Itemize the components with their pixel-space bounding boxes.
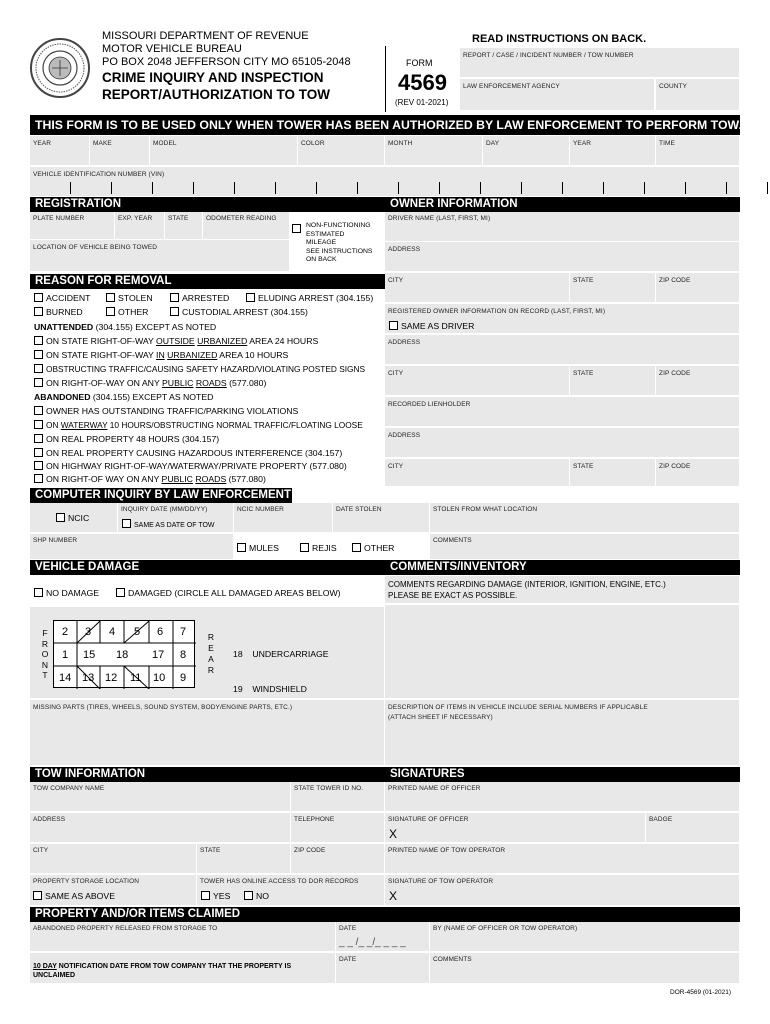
online-access-no-label: NO (256, 891, 270, 901)
tow-state-field[interactable] (197, 844, 291, 874)
damaged-label: DAMAGED (CIRCLE ALL DAMAGED AREAS BELOW) (128, 588, 341, 598)
same-as-driver-checkbox[interactable] (389, 321, 398, 330)
burned-checkbox[interactable] (34, 307, 43, 316)
vin-divider (234, 182, 235, 194)
owner-info-header: OWNER INFORMATION (385, 197, 740, 212)
online-access-label: TOWER HAS ONLINE ACCESS TO DOR RECORDS (200, 878, 359, 885)
same-as-above-label: SAME AS ABOVE (45, 891, 116, 901)
damage-area-3[interactable]: 3 (85, 626, 92, 638)
comments-inventory-header: COMMENTS/INVENTORY (385, 560, 740, 575)
operator-signature-label: SIGNATURE OF TOW OPERATOR (388, 878, 494, 885)
hazardous-interference-label: ON REAL PROPERTY CAUSING HAZARDOUS INTERFERENCE (304.157) (46, 448, 343, 458)
owner-state-label: STATE (573, 370, 594, 377)
odometer-label: ODOMETER READING (206, 215, 277, 222)
storage-location-label: PROPERTY STORAGE LOCATION (33, 878, 140, 885)
damage-area-17[interactable]: 17 (152, 649, 165, 661)
county-field[interactable] (656, 79, 740, 111)
unattended-outside-label: ON STATE RIGHT-OF-WAY OUTSIDE URBANIZED AREA 24 HOURS (46, 336, 319, 346)
color-label: COLOR (301, 140, 325, 147)
non-functioning-checkbox[interactable] (292, 224, 301, 233)
rear-letter: E (208, 643, 214, 653)
operator-signature-field[interactable] (385, 875, 740, 906)
owner-city-field[interactable] (385, 366, 570, 396)
legend-undercarriage[interactable]: 18 UNDERCARRIAGE (233, 649, 329, 660)
vin-divider (398, 182, 399, 194)
form-label: FORM (406, 58, 433, 68)
vin-divider (562, 182, 563, 194)
damage-area-1[interactable]: 1 (62, 649, 69, 661)
damaged-checkbox[interactable] (116, 588, 125, 597)
see-instructions-label: SEE INSTRUCTIONS ON BACK (306, 247, 373, 264)
damage-comments-line2: PLEASE BE EXACT AS POSSIBLE. (388, 591, 518, 600)
registered-owner-field[interactable] (385, 304, 740, 334)
time-label: TIME (659, 140, 675, 147)
lienholder-city-field[interactable] (385, 459, 570, 487)
seal-icon (32, 40, 88, 96)
lienholder-address-field[interactable] (385, 428, 740, 458)
registered-owner-label: REGISTERED OWNER INFORMATION ON RECORD (LAST, FIRST, MI) (388, 308, 606, 315)
front-letter: O (41, 649, 49, 659)
unattended-in-label: ON STATE RIGHT-OF-WAY IN URBANIZED AREA 10 HOURS (46, 350, 289, 360)
vehicle-damage-header: VEHICLE DAMAGE (30, 560, 385, 575)
vin-divider (193, 182, 194, 194)
plate-label: PLATE NUMBER (33, 215, 85, 222)
property-comments-field[interactable] (430, 953, 740, 984)
driver-zip-field[interactable] (656, 273, 740, 303)
report-number-field[interactable] (460, 48, 740, 78)
stolen-location-label: STOLEN FROM WHAT LOCATION (433, 506, 538, 513)
estimated-label: ESTIMATED MILEAGE (306, 230, 345, 247)
agency-label: LAW ENFORCEMENT AGENCY (463, 83, 560, 90)
damage-comments-line1: COMMENTS REGARDING DAMAGE (INTERIOR, IGNITION, ENGINE, ETC.) (388, 580, 666, 589)
abandoned-heading: ABANDONED (304.155) EXCEPT AS NOTED (34, 392, 214, 402)
driver-name-label: DRIVER NAME (LAST, FIRST, MI) (388, 215, 491, 222)
odometer-options (292, 219, 384, 264)
shp-number-label: SHP NUMBER (33, 537, 78, 544)
eluding-arrest-checkbox[interactable] (246, 293, 255, 302)
damage-area-6[interactable]: 6 (157, 626, 164, 638)
damage-area-5[interactable]: 5 (134, 626, 141, 638)
badge-label: BADGE (649, 816, 673, 823)
stolen-checkbox[interactable] (106, 293, 115, 302)
lienholder-zip-field[interactable] (656, 459, 740, 487)
make-label: MAKE (93, 140, 112, 147)
released-to-label: ABANDONED PROPERTY RELEASED FROM STORAGE TO (33, 925, 218, 932)
officer-signature-label: SIGNATURE OF OFFICER (388, 816, 469, 823)
agency-field[interactable] (460, 79, 655, 111)
inquiry-comments-field[interactable] (430, 534, 740, 560)
lienholder-label: RECORDED LIENHOLDER (388, 401, 471, 408)
computer-inquiry-header: COMPUTER INQUIRY BY LAW ENFORCEMENT (30, 488, 292, 503)
operator-signature-x: X (389, 889, 398, 903)
agency-line3: PO BOX 2048 JEFFERSON CITY MO 65105-2048 (102, 56, 351, 68)
release-date-field[interactable] (336, 922, 430, 952)
shp-number-field[interactable] (30, 534, 234, 560)
vin-divider (70, 182, 71, 194)
other-reason-checkbox[interactable] (106, 307, 115, 316)
reg-state-field[interactable] (165, 212, 203, 240)
arrested-checkbox[interactable] (170, 293, 179, 302)
online-access-yes-checkbox[interactable] (201, 891, 210, 900)
driver-address-label: ADDRESS (388, 246, 421, 253)
waterway-checkbox[interactable] (34, 420, 43, 429)
lienholder-state-field[interactable] (570, 459, 656, 487)
officer-printed-name-label: PRINTED NAME OF OFFICER (388, 785, 481, 792)
month-label: MONTH (388, 140, 413, 147)
missing-parts-label: MISSING PARTS (TIRES, WHEELS, SOUND SYSTEM, BODY/ENGINE PARTS, ETC.) (33, 704, 293, 711)
operator-printed-name-field[interactable] (385, 844, 740, 874)
vin-divider (603, 182, 604, 194)
exp-year-label: EXP. YEAR (118, 215, 153, 222)
tow-year-label: YEAR (573, 140, 592, 147)
released-by-field[interactable] (430, 922, 740, 952)
front-letter: T (42, 670, 48, 680)
owner-zip-field[interactable] (656, 366, 740, 396)
agency-line2: MOTOR VEHICLE BUREAU (102, 43, 242, 55)
rear-letter: R (207, 665, 215, 675)
damage-area-13[interactable]: 13 (82, 672, 95, 684)
tow-address-field[interactable] (30, 813, 291, 843)
vin-divider (275, 182, 276, 194)
vin-divider (521, 182, 522, 194)
year-field[interactable] (30, 136, 90, 166)
tow-zip-field[interactable] (291, 844, 385, 874)
driver-state-label: STATE (573, 277, 594, 284)
hazardous-interference-checkbox[interactable] (34, 448, 43, 457)
owner-city-label: CITY (388, 370, 404, 377)
damage-area-10[interactable]: 10 (153, 672, 166, 684)
registration-header: REGISTRATION (30, 197, 385, 212)
no-damage-label: NO DAMAGE (46, 588, 100, 598)
outstanding-violations-checkbox[interactable] (34, 406, 43, 415)
form-title-line2: REPORT/AUTHORIZATION TO TOW (102, 87, 330, 102)
vin-divider (480, 182, 481, 194)
damage-area-12[interactable]: 12 (105, 672, 118, 684)
lienholder-field[interactable] (385, 397, 740, 427)
rear-letter: A (208, 654, 214, 664)
tow-info-header: TOW INFORMATION (30, 767, 385, 782)
inquiry-date-label: INQUIRY DATE (MM/DD/YY) (121, 506, 208, 513)
any-public-roads-checkbox[interactable] (34, 474, 43, 483)
burned-label: BURNED (46, 307, 83, 317)
damage-comments-area[interactable] (385, 605, 740, 699)
vin-divider (685, 182, 686, 194)
agency-line1: MISSOURI DEPARTMENT OF REVENUE (102, 30, 309, 42)
any-public-roads-label: ON RIGHT-OF WAY ON ANY PUBLIC ROADS (577.080) (46, 474, 266, 484)
no-damage-checkbox[interactable] (34, 588, 43, 597)
tow-city-field[interactable] (30, 844, 197, 874)
tower-id-label: STATE TOWER ID NO. (294, 785, 364, 792)
stolen-location-field[interactable] (430, 503, 740, 533)
inventory-description-line1: DESCRIPTION OF ITEMS IN VEHICLE INCLUDE SERIAL NUMBERS IF APPLICABLE (388, 704, 648, 711)
missing-parts-field[interactable] (30, 700, 385, 766)
rear-label (207, 632, 215, 676)
lienholder-state-label: STATE (573, 463, 594, 470)
tow-telephone-field[interactable] (291, 813, 385, 843)
month-field[interactable] (385, 136, 483, 166)
officer-signature-x: X (389, 827, 398, 841)
same-as-date-checkbox[interactable] (122, 519, 131, 528)
waterway-label: ON WATERWAY 10 HOURS/OBSTRUCTING NORMAL TRAFFIC/FLOATING LOOSE (46, 420, 363, 430)
odometer-field[interactable] (203, 212, 290, 240)
report-number-label: REPORT / CASE / INCIDENT NUMBER / TOW NUMBER (463, 52, 634, 59)
vehicle-damage-grid (53, 620, 195, 688)
driver-zip-label: ZIP CODE (659, 277, 691, 284)
form-number: 4569 (398, 70, 447, 95)
damage-area-11[interactable]: 11 (130, 672, 142, 684)
owner-zip-label: ZIP CODE (659, 370, 691, 377)
officer-signature-field[interactable] (385, 813, 646, 843)
vin-label: VEHICLE IDENTIFICATION NUMBER (VIN) (33, 171, 165, 178)
tow-city-label: CITY (33, 847, 49, 854)
date-stolen-field[interactable] (333, 503, 430, 533)
custodial-arrest-label: CUSTODIAL ARREST (304.155) (182, 307, 308, 317)
ncic-number-field[interactable] (234, 503, 333, 533)
rejis-label: REJIS (312, 543, 337, 553)
vin-divider (767, 182, 768, 194)
plate-number-field[interactable] (30, 212, 115, 240)
other-system-label: OTHER (364, 543, 395, 553)
damage-area-8[interactable]: 8 (180, 649, 187, 661)
real-property-48-checkbox[interactable] (34, 434, 43, 443)
damage-area-4[interactable]: 4 (109, 626, 116, 638)
storage-location-field[interactable] (30, 875, 197, 906)
public-roads-checkbox[interactable] (34, 378, 43, 387)
driver-address-field[interactable] (385, 242, 740, 272)
unattended-outside-checkbox[interactable] (34, 336, 43, 345)
time-field[interactable] (656, 136, 740, 166)
accident-checkbox[interactable] (34, 293, 43, 302)
vin-field[interactable] (30, 167, 740, 197)
vin-divider (152, 182, 153, 194)
state-seal (30, 38, 90, 98)
date-stolen-label: DATE STOLEN (336, 506, 382, 513)
same-as-above-checkbox[interactable] (33, 891, 42, 900)
ncic-number-label: NCIC NUMBER (237, 506, 284, 513)
owner-state-field[interactable] (570, 366, 656, 396)
signatures-header: SIGNATURES (385, 767, 740, 782)
front-letter: N (41, 659, 49, 670)
online-access-field (197, 875, 385, 906)
arrested-label: ARRESTED (182, 293, 230, 303)
driver-city-field[interactable] (385, 273, 570, 303)
damage-area-7[interactable]: 7 (180, 626, 187, 638)
read-instructions: READ INSTRUCTIONS ON BACK. (472, 33, 647, 45)
front-label (41, 628, 49, 681)
operator-printed-name-label: PRINTED NAME OF TOW OPERATOR (388, 847, 506, 854)
vin-divider (316, 182, 317, 194)
day-field[interactable] (483, 136, 570, 166)
day-label: DAY (486, 140, 500, 147)
released-to-field[interactable] (30, 922, 336, 952)
custodial-arrest-checkbox[interactable] (170, 307, 179, 316)
reason-for-removal-header: REASON FOR REMOVAL (30, 274, 385, 289)
damage-area-2[interactable]: 2 (62, 626, 69, 638)
year-label: YEAR (33, 140, 52, 147)
notification-date-field[interactable] (336, 953, 430, 984)
vin-divider (111, 182, 112, 194)
non-functioning-label: NON-FUNCTIONING (306, 222, 371, 229)
tow-address-label: ADDRESS (33, 816, 66, 823)
mules-checkbox[interactable] (237, 543, 246, 552)
damage-comments-field[interactable] (385, 576, 740, 604)
property-claimed-header: PROPERTY AND/OR ITEMS CLAIMED (30, 907, 740, 922)
owner-address-label: ADDRESS (388, 339, 421, 346)
officer-printed-name-field[interactable] (385, 782, 740, 812)
vin-divider (644, 182, 645, 194)
obstructing-traffic-checkbox[interactable] (34, 364, 43, 373)
model-label: MODEL (153, 140, 177, 147)
real-property-48-label: ON REAL PROPERTY 48 HOURS (304.157) (46, 434, 220, 444)
inquiry-comments-label: COMMENTS (433, 537, 472, 544)
tower-id-field[interactable] (291, 782, 385, 812)
lienholder-address-label: ADDRESS (388, 432, 421, 439)
legend-windshield[interactable]: 19 WINDSHIELD (233, 683, 307, 694)
public-roads-label: ON RIGHT-OF-WAY ON ANY PUBLIC ROADS (577.080) (46, 378, 267, 388)
form-footer-code: DOR-4569 (01-2021) (670, 989, 732, 996)
tow-location-label: LOCATION OF VEHICLE BEING TOWED (33, 244, 158, 251)
model-field[interactable] (150, 136, 298, 166)
stolen-label: STOLEN (118, 293, 153, 303)
authorization-banner: THIS FORM IS TO BE USED ONLY WHEN TOWER HAS BEEN AUTHORIZED BY LAW ENFORCEMENT TO PERFORM TOW. (30, 115, 740, 135)
tow-company-label: TOW COMPANY NAME (33, 785, 105, 792)
online-access-yes-label: YES (213, 891, 231, 901)
mules-label: MULES (249, 543, 279, 553)
form-number-box (385, 46, 460, 112)
highway-waterway-label: ON HIGHWAY RIGHT-OF-WAY/WATERWAY/PRIVATE PROPERTY (577.080) (46, 461, 347, 471)
damage-area-15[interactable]: 15 (83, 649, 96, 661)
unattended-in-checkbox[interactable] (34, 350, 43, 359)
tow-state-label: STATE (200, 847, 221, 854)
ncic-checkbox[interactable] (56, 513, 65, 522)
same-as-date-label: SAME AS DATE OF TOW (134, 522, 215, 529)
front-letter: F (42, 628, 48, 638)
damage-area-18[interactable]: 18 (116, 649, 129, 661)
form-revision: (REV 01-2021) (395, 98, 449, 107)
online-access-no-checkbox[interactable] (244, 891, 253, 900)
damage-area-14[interactable]: 14 (59, 672, 72, 684)
ncic-field[interactable] (30, 503, 118, 533)
tow-company-field[interactable] (30, 782, 291, 812)
outstanding-violations-label: OWNER HAS OUTSTANDING TRAFFIC/PARKING VIOLATIONS (46, 406, 299, 416)
vin-divider (357, 182, 358, 194)
reg-state-label: STATE (168, 215, 189, 222)
unattended-heading: UNATTENDED (304.155) EXCEPT AS NOTED (34, 322, 217, 332)
other-reason-label: OTHER (118, 307, 149, 317)
inquiry-system-options (234, 534, 430, 560)
notification-date-label: 10 DAY NOTIFICATION DATE FROM TOW COMPANY THAT THE PROPERTY IS UNCLAIMED (33, 963, 292, 979)
tow-zip-label: ZIP CODE (294, 847, 326, 854)
driver-name-field[interactable] (385, 212, 740, 242)
release-date-blank: _ _ /_ _/_ _ _ _ (339, 937, 406, 948)
ncic-label: NCIC (68, 513, 90, 523)
tow-telephone-label: TELEPHONE (294, 816, 335, 823)
inventory-description-line2: (ATTACH SHEET IF NECESSARY) (388, 714, 493, 721)
obstructing-traffic-label: OBSTRUCTING TRAFFIC/CAUSING SAFETY HAZARD/VIOLATING POSTED SIGNS (46, 364, 366, 374)
front-letter: R (41, 638, 49, 649)
county-label: COUNTY (659, 83, 688, 90)
badge-field[interactable] (646, 813, 740, 843)
make-field[interactable] (90, 136, 150, 166)
vin-divider (726, 182, 727, 194)
color-field[interactable] (298, 136, 385, 166)
lienholder-city-label: CITY (388, 463, 404, 470)
driver-city-label: CITY (388, 277, 404, 284)
eluding-arrest-label: ELUDING ARREST (304.155) (258, 293, 374, 303)
vin-divider (439, 182, 440, 194)
inquiry-date-field[interactable] (118, 503, 234, 533)
inventory-description-field[interactable] (385, 700, 740, 766)
tow-year-field[interactable] (570, 136, 656, 166)
tow-location-field[interactable] (30, 240, 290, 272)
highway-waterway-checkbox[interactable] (34, 461, 43, 470)
damage-area-9[interactable]: 9 (180, 672, 187, 684)
property-comments-label: COMMENTS (433, 956, 472, 963)
exp-year-field[interactable] (115, 212, 165, 240)
other-system-checkbox[interactable] (352, 543, 361, 552)
released-by-label: BY (NAME OF OFFICER OR TOW OPERATOR) (433, 925, 578, 932)
notification-date-field-label: DATE (339, 956, 357, 963)
rejis-checkbox[interactable] (300, 543, 309, 552)
notification-date-label-box (30, 953, 336, 984)
driver-state-field[interactable] (570, 273, 656, 303)
lienholder-zip-label: ZIP CODE (659, 463, 691, 470)
release-date-label: DATE (339, 925, 357, 932)
form-title-line1: CRIME INQUIRY AND INSPECTION (102, 70, 324, 85)
same-as-driver-label: SAME AS DRIVER (401, 321, 475, 331)
owner-address-field[interactable] (385, 335, 740, 365)
rear-letter: R (207, 632, 215, 642)
accident-label: ACCIDENT (46, 293, 91, 303)
